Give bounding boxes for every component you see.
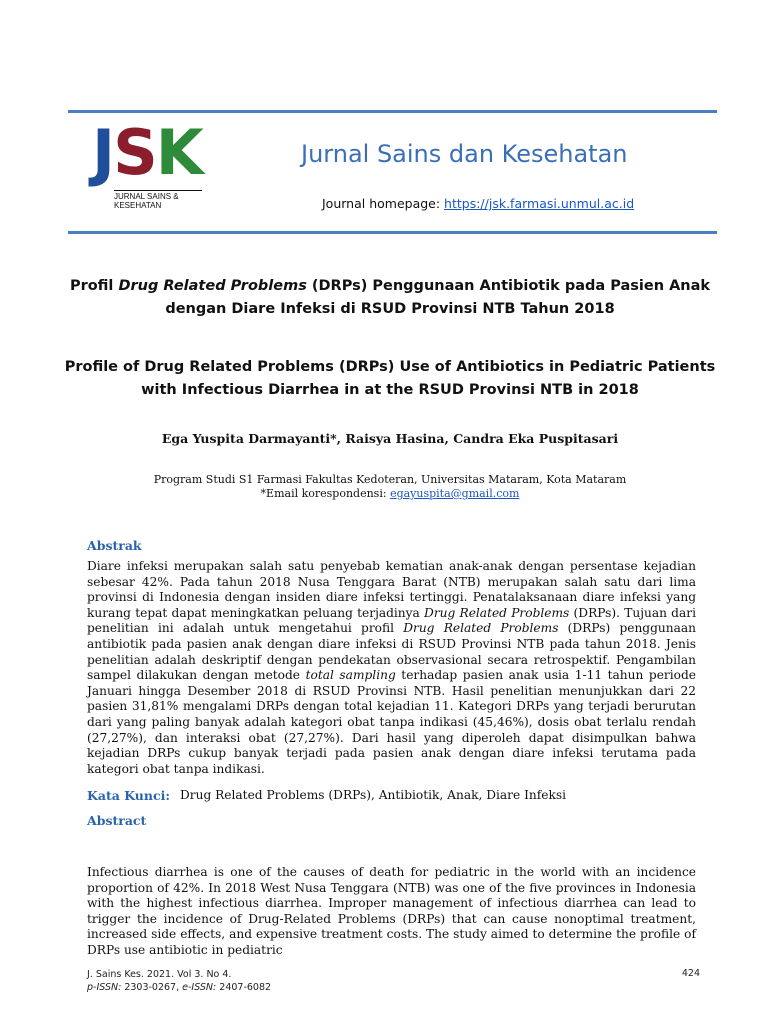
issn-line: p-ISSN: 2303-0267, e-ISSN: 2407-6082 (87, 982, 272, 993)
footer-citation: J. Sains Kes. 2021. Vol 3. No 4. p-ISSN: 2303-0267, e-ISSN: 2407-6082 (87, 969, 272, 993)
keywords-text: Drug Related Problems (DRPs), Antibiotik, Anak, Diare Infeksi (180, 788, 566, 802)
abstrak-text: Diare infeksi merupakan salah satu penyebab kematian anak-anak dengan persentase kejadian sebesar 42%. Pada tahun 2018 Nusa Tenggara Barat (NTB) merupakan salah satu dari lima provinsi di Indonesia dengan insiden diare infeksi tertinggi. Penatalaksanaan diare infeksi yang kurang tepat dapat meningkatkan peluang terjadinya Drug Related Problems (DRPs). Tujuan dari penelitian ini adalah untuk mengetahui profil Drug Related Problems (DRPs) penggunaan antibiotik pada pasien anak dengan diare infeksi di RSUD Provinsi NTB pada tahun 2018. Jenis penelitian adalah deskriptif dengan pendekatan observasional secara retrospektif. Pengambilan sampel dilakukan dengan metode total sampling terhadap pasien anak usia 1-11 tahun periode Januari hingga Desember 2018 di RSUD Provinsi NTB. Hasil penelitian menunjukkan dari 22 pasien 31,81% mengalami DRPs dengan total kejadian 11. Kategori DRPs yang terjadi berurutan dari yang paling banyak adalah kategori obat tanpa indikasi (45,46%), dosis obat terlalu rendah (27,27%), dan interaksi obat (27,27%). Dari hasil yang diperoleh dapat disimpulkan bahwa kejadian DRPs cukup banyak terjadi pada pasien anak dengan diare infeksi terutama pada kategori obat tanpa indikasi. (87, 559, 696, 776)
logo-letters: JSK (92, 116, 202, 189)
header-top-rule (68, 110, 717, 113)
journal-homepage: Journal homepage: https://jsk.farmasi.unmul.ac.id (322, 196, 635, 211)
journal-title: Jurnal Sains dan Kesehatan (301, 140, 628, 168)
journal-logo (92, 116, 202, 216)
abstract-text: Infectious diarrhea is one of the causes of death for pediatric in the world with an incidence proportion of 42%. In 2018 West Nusa Tenggara (NTB) was one of the five provinces in Indonesia with the highest infectious diarrhea. Improper management of infectious diarrhea can lead to trigger the incidence of Drug-Related Problems (DRPs) that can cause nonoptimal treatment, increased side effects, and expensive treatment costs. The study aimed to determine the profile of DRPs use antibiotic in pediatric (87, 865, 696, 957)
homepage-link[interactable]: https://jsk.farmasi.unmul.ac.id (444, 196, 635, 211)
abstract-heading: Abstract (87, 813, 147, 828)
correspondence-email: *Email korespondensi: egayuspita@gmail.com (260, 487, 520, 500)
logo-text: JURNAL SAINS & KESEHATAN (114, 190, 202, 210)
authors: Ega Yuspita Darmayanti*, Raisya Hasina, Candra Eka Puspitasari (161, 431, 619, 446)
article-title-english: Profile of Drug Related Problems (DRPs) Use of Antibiotics in Pediatric Patients with Infectious Diarrhea in at the RSUD Provinsi NTB in 2018 (64, 359, 716, 398)
affiliation: Program Studi S1 Farmasi Fakultas Kedoteran, Universitas Mataram, Kota Mataram *Email korespondensi: egayuspita@gmail.com (60, 473, 720, 501)
page-number: 424 (681, 968, 700, 979)
keywords-label: Kata Kunci: (87, 788, 170, 803)
article-title-indonesian: Profil Drug Related Problems (DRPs) Penggunaan Antibiotik pada Pasien Anak dengan Diare Infeksi di RSUD Provinsi NTB Tahun 2018 (69, 278, 711, 317)
abstrak-heading: Abstrak (87, 538, 142, 553)
header-bottom-rule (68, 231, 717, 234)
email-link[interactable]: egayuspita@gmail.com (390, 487, 520, 500)
